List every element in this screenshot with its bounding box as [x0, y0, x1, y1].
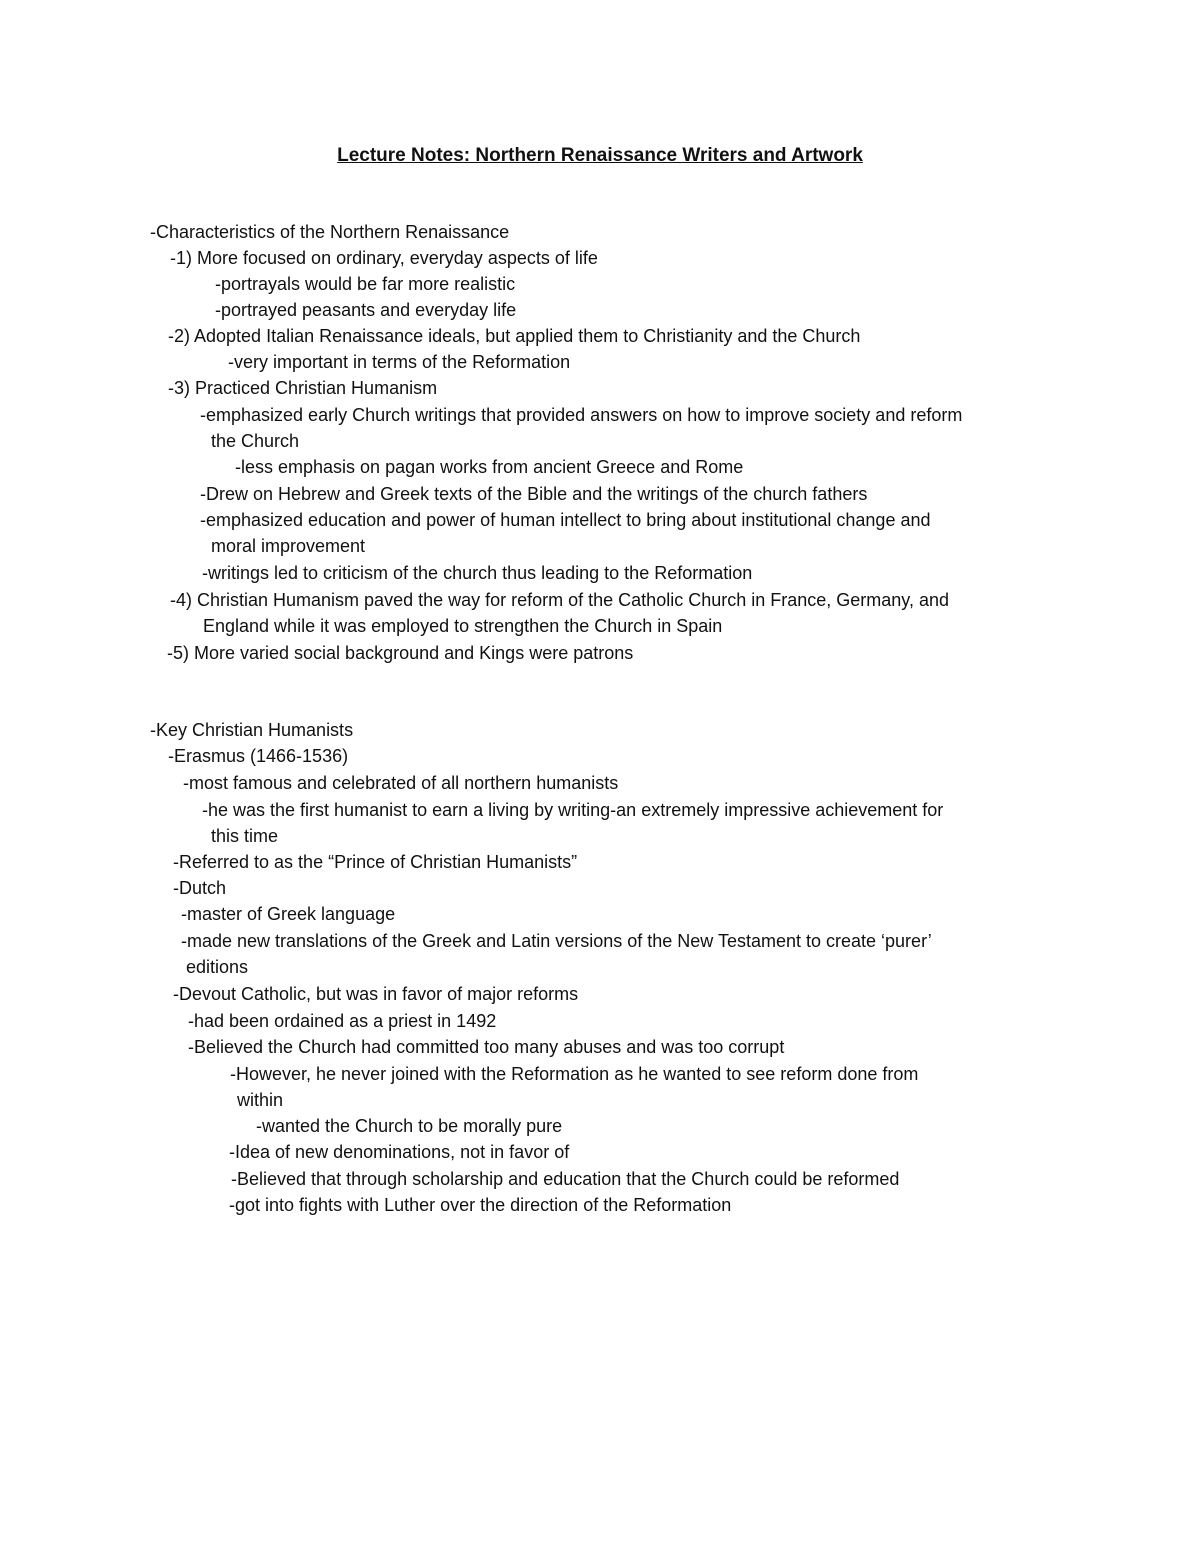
note-line: -2) Adopted Italian Renaissance ideals, but applied them to Christianity and the Church — [168, 326, 861, 346]
section-heading: -Characteristics of the Northern Renaissance — [150, 222, 510, 242]
note-line: this time — [211, 826, 279, 846]
note-line: -However, he never joined with the Reformation as he wanted to see reform done from — [230, 1064, 919, 1084]
page-title: Lecture Notes: Northern Renaissance Writers and Artwork — [337, 145, 863, 166]
note-line: -5) More varied social background and Kings were patrons — [167, 643, 634, 663]
note-line: -had been ordained as a priest in 1492 — [188, 1011, 497, 1031]
note-line: -Believed that through scholarship and education that the Church could be reformed — [231, 1169, 900, 1189]
note-line: the Church — [211, 431, 300, 451]
note-line: -portrayals would be far more realistic — [215, 274, 516, 294]
note-line: -Drew on Hebrew and Greek texts of the Bible and the writings of the church fathers — [200, 484, 868, 504]
note-line: England while it was employed to strengthen the Church in Spain — [203, 616, 723, 636]
note-line: -got into fights with Luther over the direction of the Reformation — [229, 1195, 732, 1215]
note-line: -emphasized early Church writings that provided answers on how to improve society and reform — [200, 405, 963, 425]
note-line: within — [237, 1090, 284, 1110]
note-line: -less emphasis on pagan works from ancient Greece and Rome — [235, 457, 744, 477]
note-line: -4) Christian Humanism paved the way for reform of the Catholic Church in France, Germany, and — [170, 590, 949, 610]
note-line: editions — [186, 957, 249, 977]
note-line: -he was the first humanist to earn a living by writing-an extremely impressive achievement for — [202, 800, 944, 820]
note-line: -emphasized education and power of human intellect to bring about institutional change and — [200, 510, 931, 530]
note-line: -wanted the Church to be morally pure — [256, 1116, 563, 1136]
note-line: -made new translations of the Greek and Latin versions of the New Testament to create ‘purer’ — [181, 931, 932, 951]
note-line: -Dutch — [173, 878, 227, 898]
note-line: -master of Greek language — [181, 904, 396, 924]
section-heading: -Key Christian Humanists — [150, 720, 354, 740]
note-line: -most famous and celebrated of all northern humanists — [183, 773, 619, 793]
note-line: -portrayed peasants and everyday life — [215, 300, 517, 320]
note-line: -Referred to as the “Prince of Christian Humanists” — [173, 852, 578, 872]
note-line: moral improvement — [211, 536, 366, 556]
note-line: -very important in terms of the Reformation — [228, 352, 571, 372]
note-line: -Idea of new denominations, not in favor of — [229, 1142, 570, 1162]
note-line: -1) More focused on ordinary, everyday aspects of life — [170, 248, 598, 268]
note-line: -Erasmus (1466-1536) — [168, 746, 349, 766]
note-line: -3) Practiced Christian Humanism — [168, 378, 438, 398]
note-line: -writings led to criticism of the church thus leading to the Reformation — [202, 563, 753, 583]
note-line: -Believed the Church had committed too many abuses and was too corrupt — [188, 1037, 785, 1057]
note-line: -Devout Catholic, but was in favor of major reforms — [173, 984, 579, 1004]
